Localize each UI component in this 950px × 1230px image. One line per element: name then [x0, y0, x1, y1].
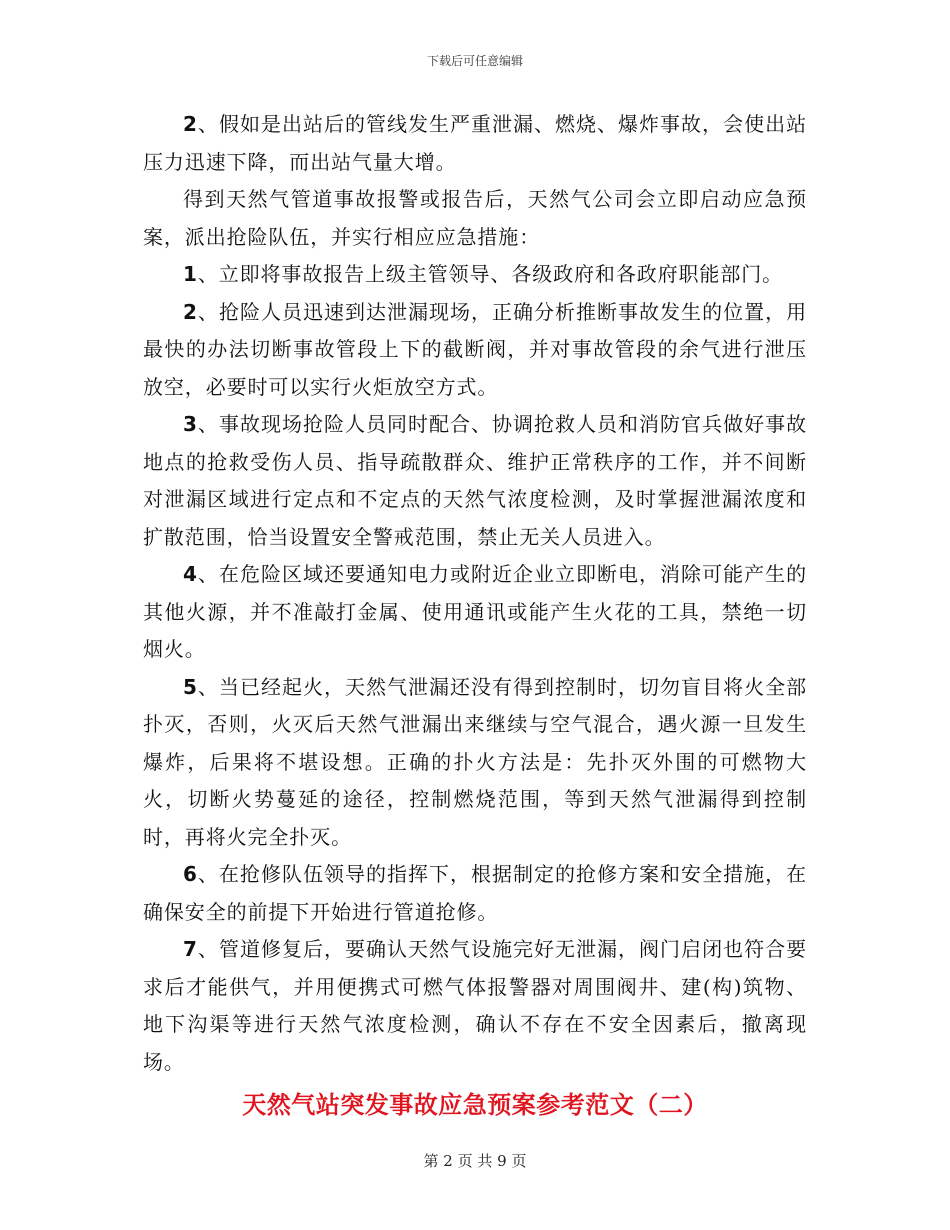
paragraph-text: 、在危险区域还要通知电力或附近企业立即断电，消除可能产生的其他火源，并不准敲打金属、使用通讯或能产生火花的工具，禁绝一切烟火。 — [143, 562, 807, 661]
paragraph-step-7 — [143, 931, 807, 1081]
paragraph-text: 、事故现场抢险人员同时配合、协调抢救人员和消防官兵做好事故地点的抢救受伤人员、指导疏散群众、维护正常秩序的工作，并不间断对泄漏区域进行定点和不定点的天然气浓度检测，及时掌握泄漏浓度和扩散范围，恰当设置安全警戒范围，禁止无关人员进入。 — [143, 412, 807, 549]
paragraph-step-6 — [143, 856, 807, 931]
item-number: 3 — [183, 412, 198, 436]
paragraph-text: 、管道修复后，要确认天然气设施完好无泄漏，阀门启闭也符合要求后才能供气，并用便携式可燃气体报警器对周围阀井、建(构)筑物、地下沟渠等进行天然气浓度检测，确认不存在不安全因素后，撤离现场。 — [143, 937, 807, 1074]
paragraph-emergency-plan — [143, 181, 807, 256]
document-body — [143, 106, 807, 1127]
paragraph-intro-outlet — [143, 106, 807, 181]
paragraph-step-2 — [143, 294, 807, 407]
item-number: 5 — [183, 674, 198, 699]
paragraph-step-1 — [143, 256, 807, 294]
paragraph-text: 、抢险人员迅速到达泄漏现场，正确分析推断事故发生的位置，用最快的办法切断事故管段上下的截断阀，并对事故管段的余气进行泄压放空，必要时可以实行火炬放空方式。 — [143, 299, 807, 399]
paragraph-text: 、当已经起火，天然气泄漏还没有得到控制时，切勿盲目将火全部扑灭，否则，火灭后天然气泄漏出来继续与空气混合，遇火源一旦发生爆炸，后果将不堪设想。正确的扑火方法是：先扑灭外围的可燃物大火，切断火势蔓延的途径，控制燃烧范围，等到天然气泄漏得到控制时，再将火完全扑灭。 — [143, 674, 807, 849]
section-heading: 天然气站突发事故应急预案参考范文（二） — [242, 1091, 708, 1119]
item-number: 4 — [183, 562, 198, 586]
item-number: 1 — [183, 262, 198, 286]
paragraph-step-5 — [143, 669, 807, 857]
page-number-footer: 第 2 页 共 9 页 — [423, 1152, 527, 1170]
paragraph-step-4 — [143, 556, 807, 669]
paragraph-text: 得到天然气管道事故报警或报告后，天然气公司会立即启动应急预案，派出抢险队伍，并实行相应应急措施： — [143, 187, 807, 249]
paragraph-text: 、假如是出站后的管线发生严重泄漏、燃烧、爆炸事故，会使出站压力迅速下降，而出站气量大增。 — [143, 112, 807, 174]
paragraph-step-3 — [143, 406, 807, 556]
item-number: 2 — [183, 299, 198, 324]
paragraph-text: 、在抢修队伍领导的指挥下，根据制定的抢修方案和安全措施，在确保安全的前提下开始进行管道抢修。 — [143, 862, 807, 924]
item-number: 6 — [183, 862, 198, 886]
page-header: 下载后可任意编辑 — [426, 54, 523, 68]
item-number: 7 — [183, 937, 198, 961]
item-number: 2 — [183, 112, 198, 136]
paragraph-text: 、立即将事故报告上级主管领导、各级政府和各政府职能部门。 — [197, 262, 784, 286]
